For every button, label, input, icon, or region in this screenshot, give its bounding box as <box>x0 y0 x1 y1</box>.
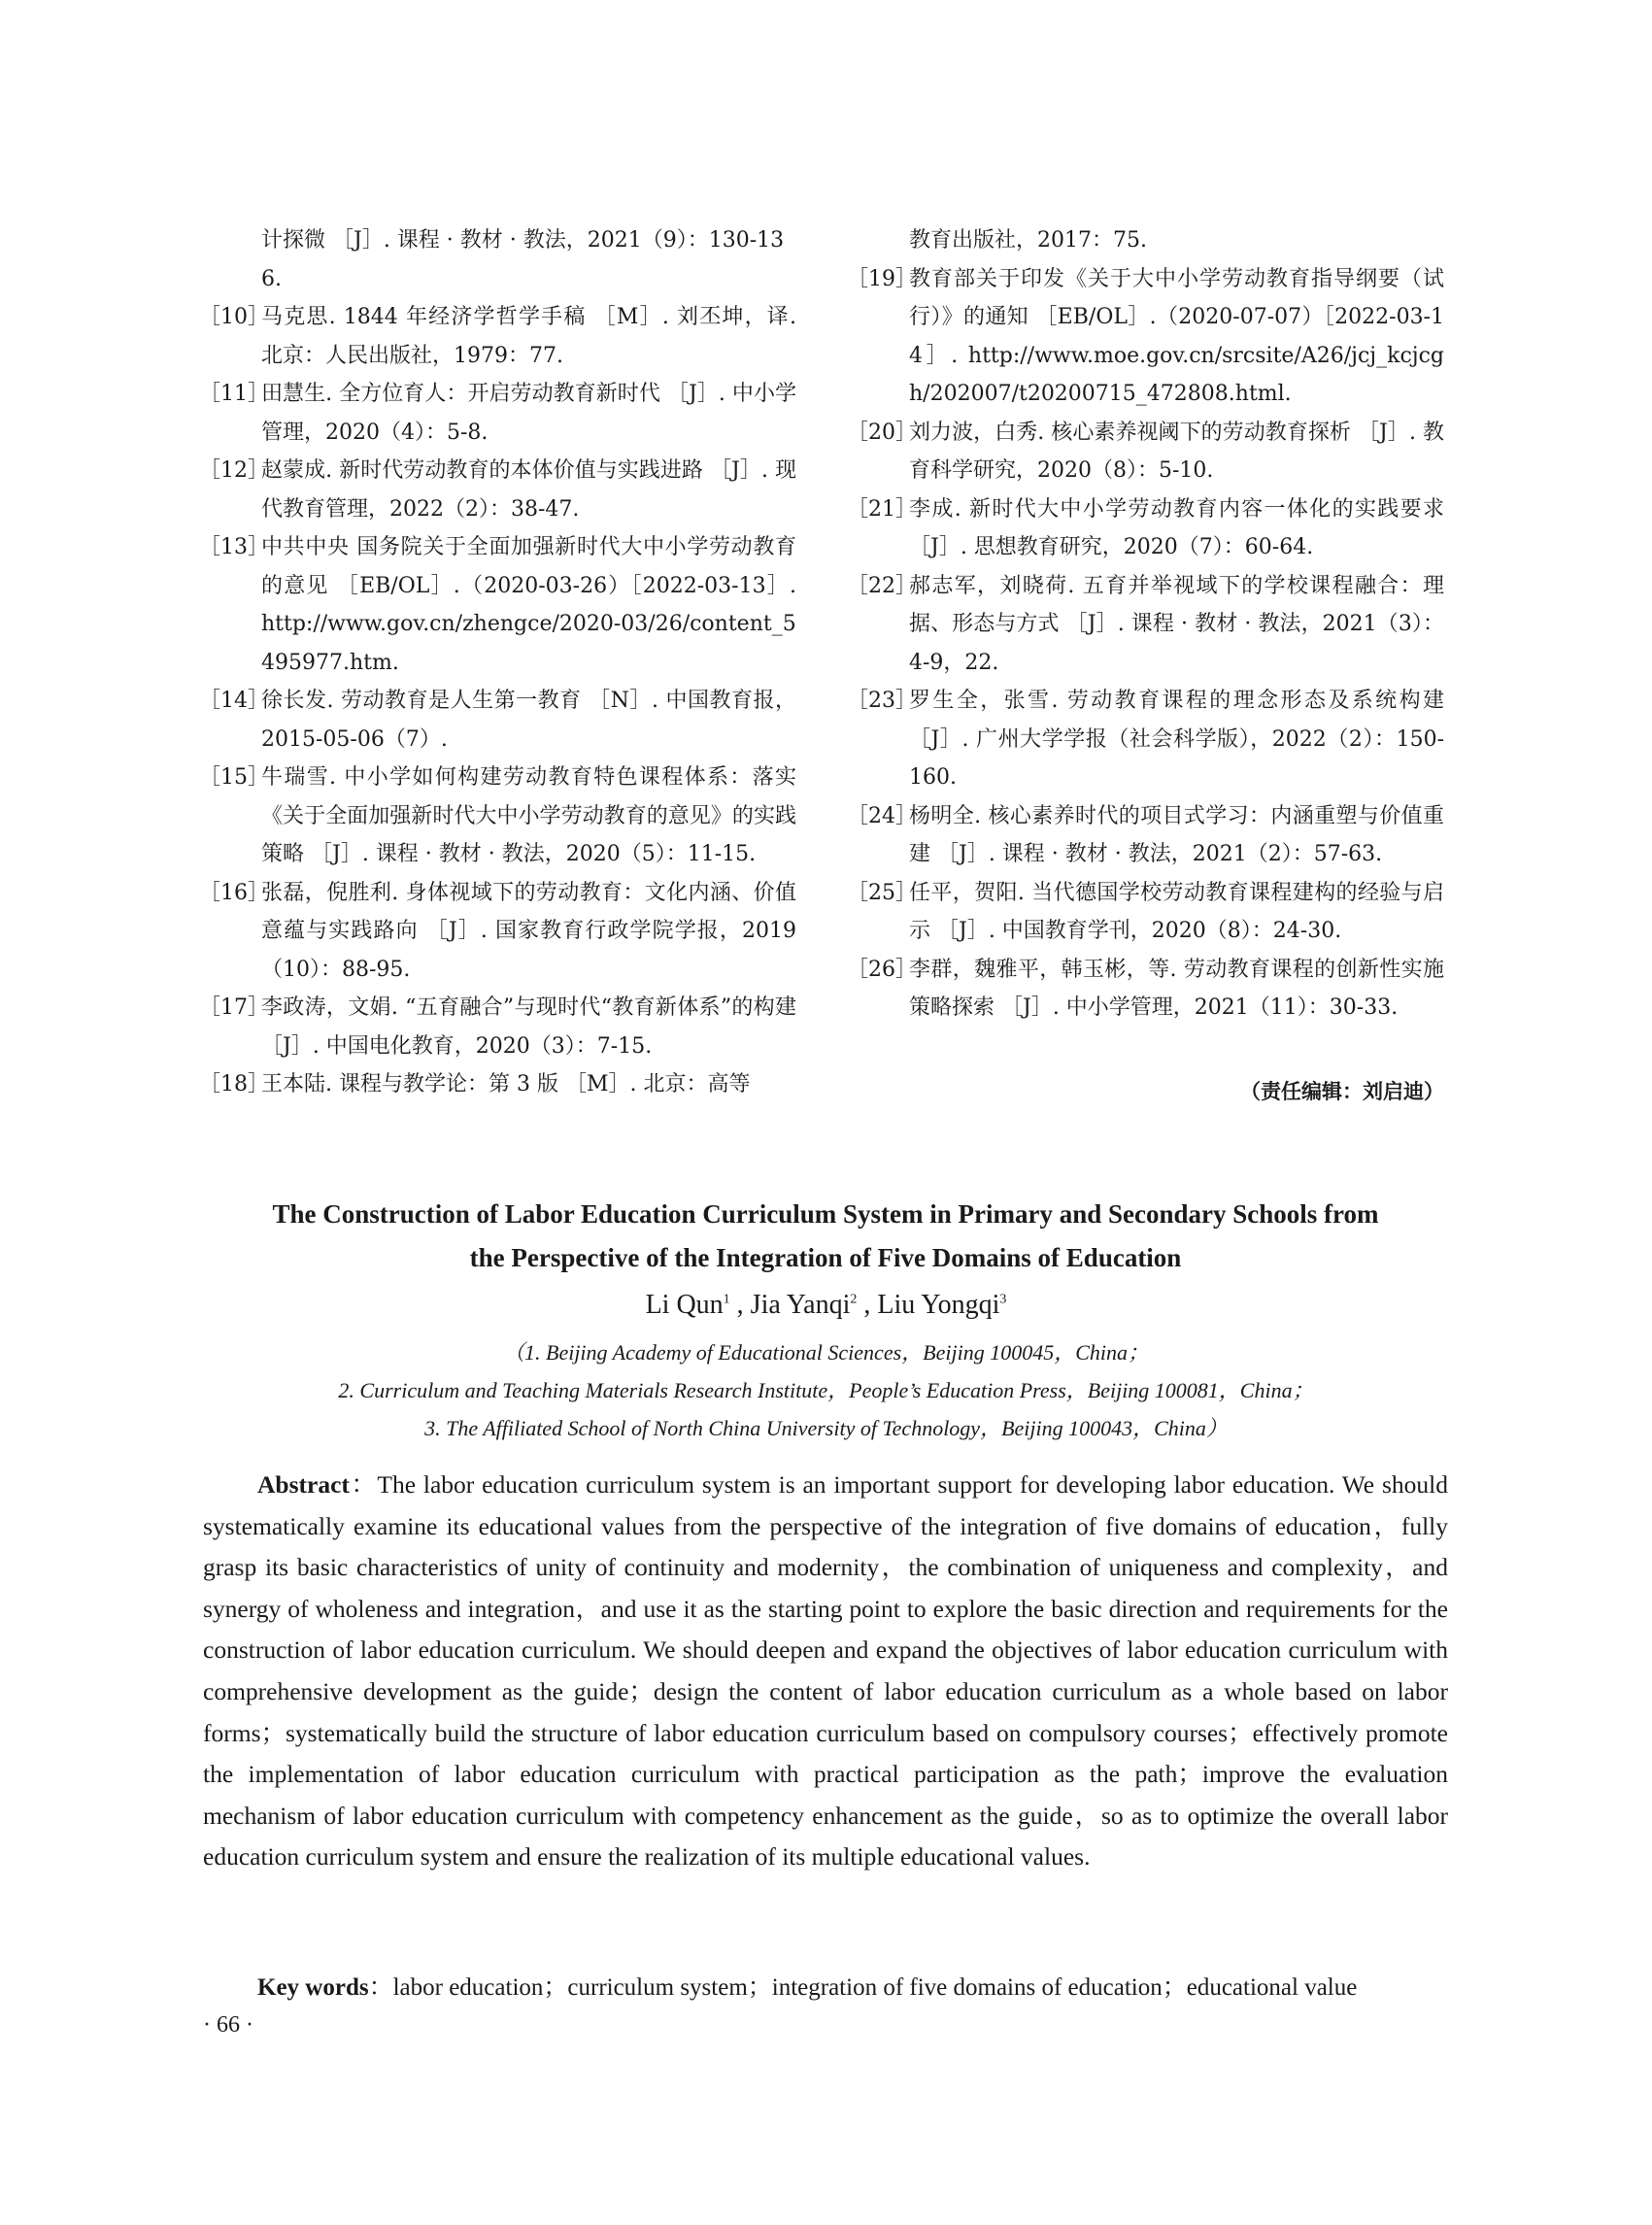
reference-number: ［21］ <box>847 496 917 522</box>
author-affiliation-mark: 2 <box>850 1292 858 1307</box>
author-separator: , <box>729 1290 751 1320</box>
abstract-text: The labor education curriculum system is an important support for developing labor education. We should systematically examine its educational values from the perspective of the integration of five domains of education，fully grasp its basic characteristics of unity of continuity and modernity，the combination of uniqueness and complexity，and synergy of wholeness and integration，and use it as the starting point to explore the basic direction and requirements for the construction of labor education curriculum. We should deepen and expand the objectives of labor education curriculum with comprehensive development as the guide；design the content of labor education curriculum as a whole based on labor forms；systematically build the structure of labor education curriculum based on compulsory courses；effectively promote the implementation of labor education curriculum with practical participation as the path；improve the evaluation mechanism of labor education curriculum with competency enhancement as the guide，so as to optimize the overall labor education curriculum system and ensure the realization of its multiple educational values. <box>203 1470 1448 1871</box>
reference-number: ［23］ <box>847 689 917 713</box>
reference-item <box>199 989 796 1065</box>
reference-text: 李群，魏雅平，韩玉彬，等. 劳动教育课程的创新性实施策略探索 ［J］. 中小学管理，2021（11）：30-33. <box>909 957 1444 1020</box>
reference-item <box>199 375 796 452</box>
reference-text: 李成. 新时代大中小学劳动教育内容一体化的实践要求 ［J］. 思想教育研究，2020（7）：60-64. <box>909 496 1444 559</box>
reference-continuation: 计探微 ［J］. 课程 · 教材 · 教法，2021（9）：130-136. <box>261 228 785 291</box>
affiliation-line: 2. Curriculum and Teaching Materials Research Institute，People’s Education Press，Beijing 100081，China； <box>338 1378 1314 1402</box>
author-name: Liu Yongqi <box>877 1290 1000 1320</box>
title-line-1: The Construction of Labor Education Curriculum System in Primary and Secondary Schools from <box>272 1199 1379 1229</box>
affiliation-line: 3. The Affiliated School of North China University of Technology，Beijing 100043，China） <box>424 1416 1228 1440</box>
reference-item <box>199 298 796 375</box>
keywords <box>257 1968 1357 2003</box>
reference-item <box>199 528 796 682</box>
author-affiliation-mark: 3 <box>999 1292 1007 1307</box>
reference-text: 中共中央 国务院关于全面加强新时代大中小学劳动教育的意见 ［EB/OL］.（2020-03-26）［2022-03-13］. http://www.gov.cn/zhengce/2020-03/26/content_5495977.htm. <box>261 535 796 675</box>
reference-number: ［19］ <box>847 266 917 291</box>
author-name: Li Qun <box>645 1290 724 1320</box>
reference-item <box>847 951 1444 1028</box>
reference-item <box>847 874 1444 951</box>
reference-item <box>199 1065 796 1104</box>
reference-text: 杨明全. 核心素养时代的项目式学习：内涵重塑与价值重建 ［J］. 课程 · 教材 · 教法，2021（2）：57-63. <box>909 803 1444 866</box>
references-left-column <box>199 221 796 1104</box>
reference-number: ［22］ <box>847 573 917 598</box>
reference-text: 郝志军，刘晓荷. 五育并举视域下的学校课程融合：理据、形态与方式 ［J］. 课程 · 教材 · 教法，2021（3）：4-9，22. <box>909 573 1444 675</box>
reference-item <box>847 567 1444 683</box>
reference-text: 牛瑞雪. 中小学如何构建劳动教育特色课程体系：落实《关于全面加强新时代大中小学劳动教育的意见》的实践策略 ［J］. 课程 · 教材 · 教法，2020（5）：11-15. <box>261 765 796 866</box>
reference-text: 李政涛，文娟. “五育融合”与现时代“教育新体系”的构建 ［J］. 中国电化教育，2020（3）：7-15. <box>261 995 796 1059</box>
author-separator: , <box>857 1290 878 1320</box>
reference-number: ［12］ <box>199 458 269 483</box>
page-number: · 66 · <box>203 2012 253 2038</box>
reference-text: 王本陆. 课程与教学论：第 3 版 ［M］. 北京：高等 <box>261 1072 751 1096</box>
responsible-editor: （责任编辑：刘启迪） <box>1240 1080 1444 1103</box>
reference-number: ［10］ <box>199 305 269 329</box>
author-affiliation-mark: 1 <box>723 1292 730 1307</box>
author-name: Jia Yanqi <box>750 1290 851 1320</box>
english-title <box>185 1193 1467 1280</box>
abstract-colon: ： <box>349 1470 378 1499</box>
reference-text: 罗生全，张雪. 劳动教育课程的理念形态及系统构建 ［J］. 广州大学学报（社会科学版），2022（2）：150-160. <box>909 689 1444 790</box>
reference-item <box>847 414 1444 490</box>
reference-number: ［20］ <box>847 420 917 445</box>
reference-number: ［24］ <box>847 803 917 828</box>
reference-text: 任平，贺阳. 当代德国学校劳动教育课程建构的经验与启示 ［J］. 中国教育学刊，2020（8）：24-30. <box>909 880 1444 943</box>
references-right-column <box>847 221 1444 1028</box>
reference-item <box>199 682 796 759</box>
reference-number: ［14］ <box>199 689 269 713</box>
reference-item <box>199 452 796 528</box>
reference-text: 张磊，倪胜利. 身体视域下的劳动教育：文化内涵、价值意蕴与实践路向 ［J］. 国家教育行政学院学报，2019（10）：88-95. <box>261 880 796 982</box>
reference-item <box>199 874 796 990</box>
reference-item <box>847 797 1444 874</box>
reference-number: ［11］ <box>199 382 269 406</box>
reference-text: 刘力波，白秀. 核心素养视阈下的劳动教育探析 ［J］. 教育科学研究，2020（8）：5-10. <box>909 420 1444 483</box>
author-list <box>0 1290 1652 1321</box>
reference-item <box>847 490 1444 567</box>
reference-number: ［17］ <box>199 995 269 1020</box>
keywords-colon: ： <box>368 1974 393 2001</box>
keywords-text: labor education；curriculum system；integration of five domains of education；educational value <box>392 1974 1358 2001</box>
affiliation-line: （1. Beijing Academy of Educational Sciences，Beijing 100045，China； <box>503 1340 1149 1365</box>
title-line-2: the Perspective of the Integration of Five Domains of Education <box>469 1243 1182 1272</box>
reference-number: ［26］ <box>847 957 917 982</box>
reference-number: ［16］ <box>199 880 269 905</box>
reference-text: 田慧生. 全方位育人：开启劳动教育新时代 ［J］. 中小学管理，2020（4）：5-8. <box>261 382 796 445</box>
reference-item <box>847 260 1444 414</box>
keywords-label: Key words <box>257 1974 369 2001</box>
reference-text: 马克思. 1844 年经济学哲学手稿 ［M］. 刘丕坤，译. 北京：人民出版社，1979：77. <box>261 305 796 368</box>
reference-item <box>199 759 796 874</box>
reference-number: ［15］ <box>199 765 269 790</box>
abstract-label: Abstract <box>257 1470 350 1499</box>
reference-number: ［13］ <box>199 535 269 559</box>
reference-text: 教育部关于印发《关于大中小学劳动教育指导纲要（试行）》的通知 ［EB/OL］.（2020-07-07）［2022-03-14］. http://www.moe.gov.cn/srcsite/A26/jcj_kcjcgh/202007/t20200715_472808.html. <box>909 266 1444 406</box>
reference-text: 赵蒙成. 新时代劳动教育的本体价值与实践进路 ［J］. 现代教育管理，2022（2）：38-47. <box>261 458 796 522</box>
abstract <box>203 1465 1448 1878</box>
reference-continuation: 教育出版社，2017：75. <box>909 228 1147 253</box>
reference-number: ［25］ <box>847 880 917 905</box>
reference-text: 徐长发. 劳动教育是人生第一教育 ［N］. 中国教育报，2015-05-06（7）. <box>261 689 796 752</box>
reference-number: ［18］ <box>199 1072 269 1096</box>
reference-item <box>847 682 1444 797</box>
